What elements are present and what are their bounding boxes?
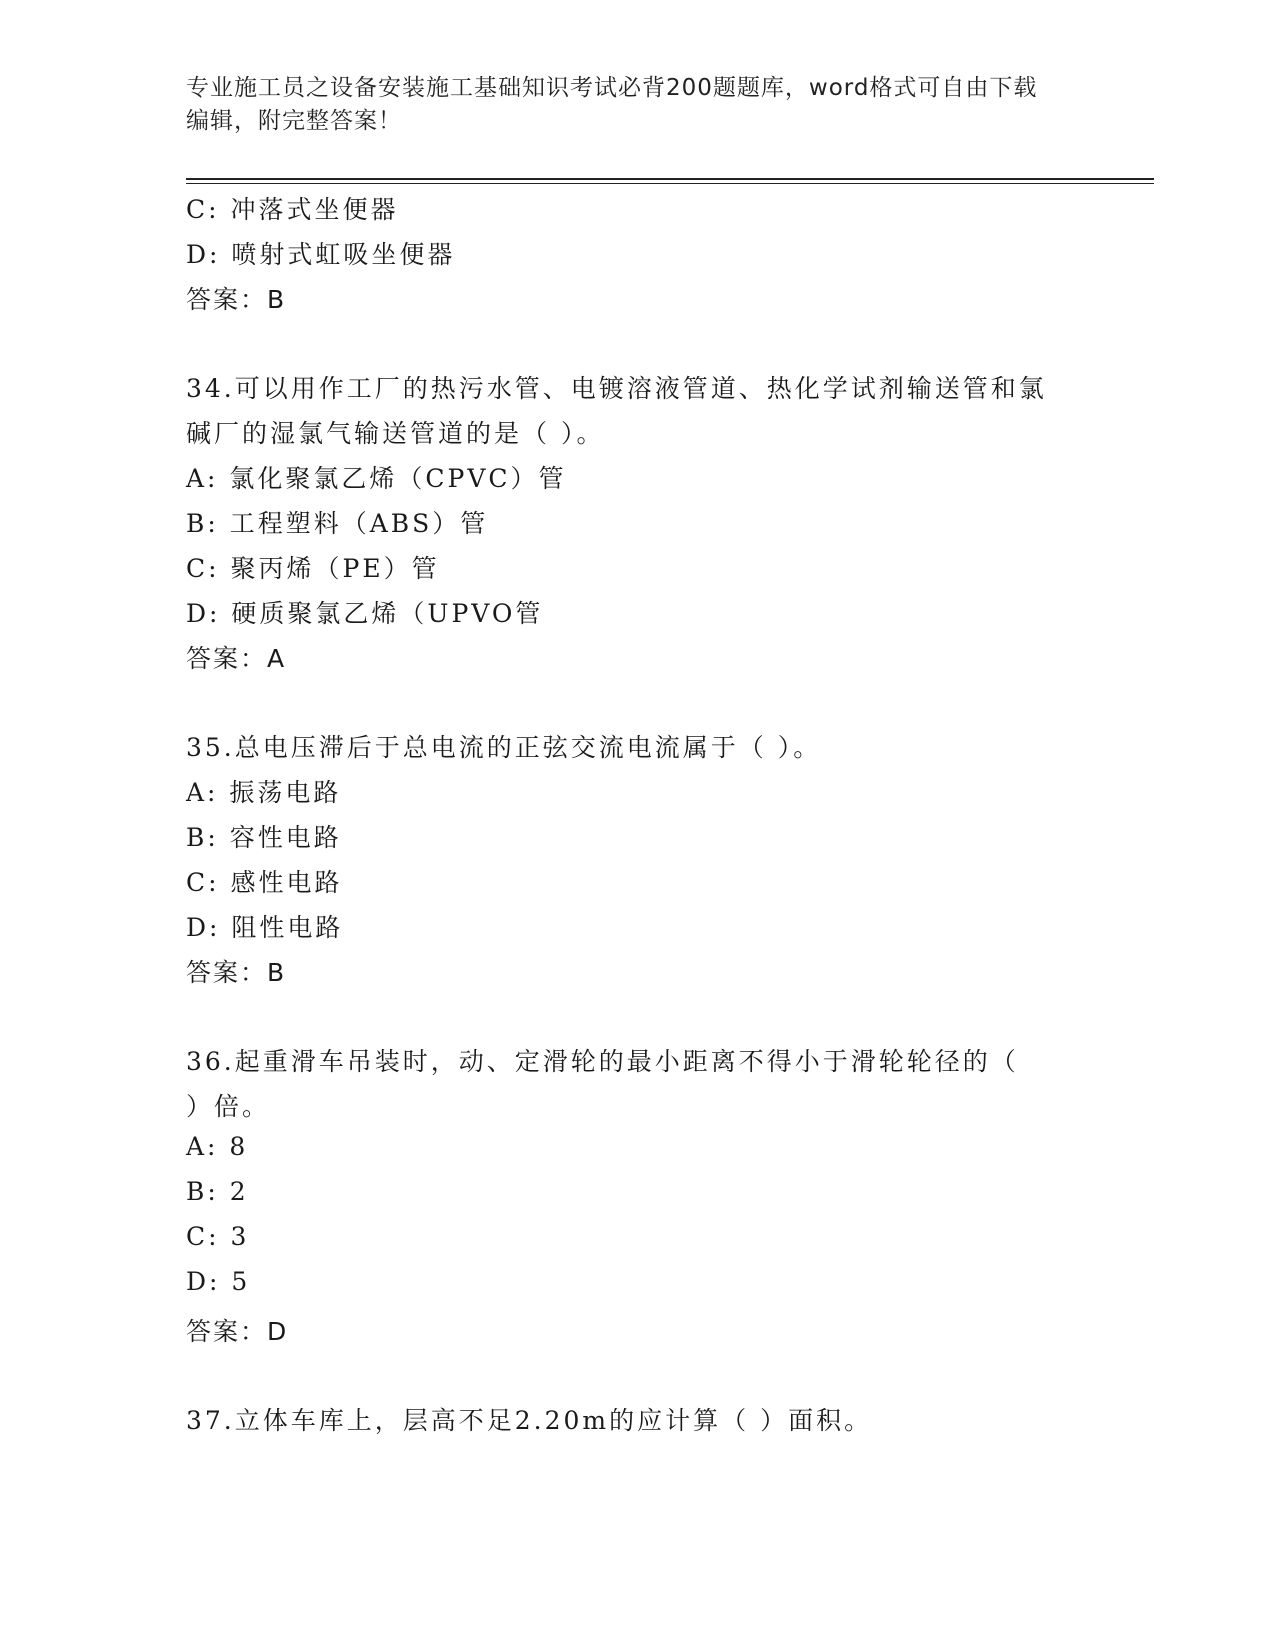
option-d: D: 硬质聚氯乙烯（UPVO管 [186, 599, 544, 628]
header-line-2: 编辑，附完整答案！ [186, 108, 402, 134]
option-a: A: 氯化聚氯乙烯（CPVC）管 [186, 464, 567, 493]
option-a: A: 8 [186, 1132, 249, 1161]
header-rule-thin [186, 183, 1154, 184]
header-rule-thick [186, 178, 1154, 180]
option-d: D: 5 [186, 1267, 251, 1296]
option-d: D: 喷射式虹吸坐便器 [186, 240, 456, 269]
option-b: B: 工程塑料（ABS）管 [186, 509, 489, 538]
option-b: B: 容性电路 [186, 823, 342, 852]
answer: 答案：B [186, 285, 287, 314]
option-c: C: 3 [186, 1222, 250, 1251]
question-37-text: 37.立体车库上，层高不足2.20m的应计算（ ）面积。 [186, 1406, 873, 1435]
question-36-text: 36.起重滑车吊装时，动、定滑轮的最小距离不得小于滑轮轮径的（ [186, 1047, 1019, 1076]
option-b: B: 2 [186, 1177, 249, 1206]
document-header [186, 72, 1066, 138]
header-line-1: 专业施工员之设备安装施工基础知识考试必背200题题库，word格式可自由下载 [186, 75, 1038, 101]
question-34-text-cont: 碱厂的湿氯气输送管道的是（ ）。 [186, 419, 605, 448]
answer: 答案：D [186, 1317, 289, 1346]
question-36-text-cont: ）倍。 [186, 1092, 271, 1121]
option-c: C: 感性电路 [186, 868, 343, 897]
option-d: D: 阻性电路 [186, 913, 344, 942]
option-a: A: 振荡电路 [186, 778, 342, 807]
question-34-text: 34.可以用作工厂的热污水管、电镀溶液管道、热化学试剂输送管和氯 [186, 374, 1047, 403]
answer: 答案：A [186, 644, 287, 673]
question-35-text: 35.总电压滞后于总电流的正弦交流电流属于（ ）。 [186, 733, 822, 762]
option-c: C: 聚丙烯（PE）管 [186, 554, 440, 583]
option-c: C: 冲落式坐便器 [186, 195, 399, 224]
answer: 答案：B [186, 958, 287, 987]
